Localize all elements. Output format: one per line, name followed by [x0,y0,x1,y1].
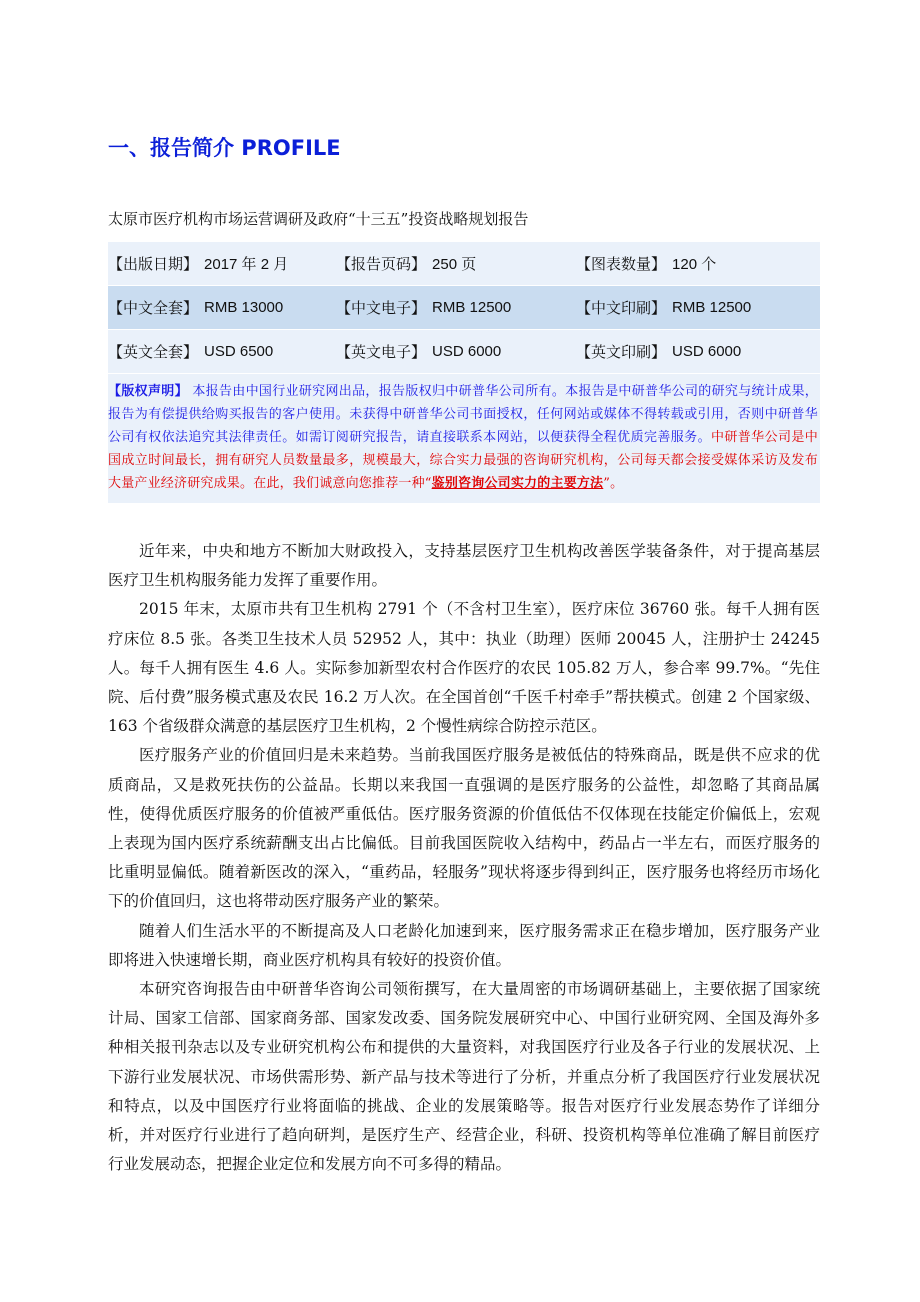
publish-date-value: 2017 年 2 月 [204,256,289,273]
report-title: 太原市医疗机构市场运营调研及政府“十三五”投资战略规划报告 [108,210,529,228]
chart-count-value: 120 个 [672,256,717,273]
en-print-price: USD 6000 [672,343,742,360]
report-info-table [108,242,820,503]
en-electronic-label: 【英文电子】 [336,343,427,361]
info-row-chinese-price [108,286,820,330]
copyright-text: 本报告由中国行业研究网出品，报告版权归中研普华公司所有。本报告是中研普华公司的研究与统计成果，报告为有偿提供给购买报告的客户使用。未获得中研普华公司书面授权，任何网站或媒体不得转载或引用，否则中研普华公司有权依法追究其法律责任。如需订阅研究报告，请直接联系本网站，以便获得全程优质完善服务。 [108,384,818,445]
section-heading: 一、报告简介 PROFILE [108,136,341,160]
company-intro: 中研普华公司是中国 [108,430,818,468]
chart-count-label: 【图表数量】 [576,255,667,273]
paragraph-1: 近年来，中央和地方不断加大财政投入，支持基层医疗卫生机构改善医学装备条件，对于提高基层医疗卫生机构服务能力发挥了重要作用。 [108,542,820,590]
cn-print-price: RMB 12500 [672,299,752,316]
en-full-price: USD 6500 [204,343,274,360]
copyright-closing: ”。 [603,476,624,491]
en-print-label: 【英文印刷】 [576,343,667,361]
page-count-value: 250 页 [432,256,477,273]
paragraph-2: 2015 年末，太原市共有卫生机构 2791 个（不含村卫生室），医疗床位 36760 张。每千人拥有医疗床位 8.5 张。各类卫生技术人员 52952 人，其中：执业（助理）医师 20045 人，注册护士 24245 人。每千人拥有医生 4.6 人。实际参加新型农村合作医疗的农民 105.82 万人，参合率 99.7%。“先住院、后付费”服务模式惠及农民 16.2 万人次。在全国首创“千医千村牵手”帮扶模式。创建 2 个国家级、163 个省级群众满意的基层医疗卫生机构，2 个慢性病综合防控示范区。 [108,600,820,736]
company-highlight: 成立时间最长，拥有研究人员数量最多，规模最大，综合实力最强 [121,453,510,468]
paragraph-4: 随着人们生活水平的不断提高及人口老龄化加速到来，医疗服务需求正在稳步增加，医疗服务产业即将进入快速增长期，商业医疗机构具有较好的投资价值。 [108,921,820,969]
en-electronic-price: USD 6000 [432,343,502,360]
paragraph-5: 本研究咨询报告由中研普华咨询公司领衔撰写，在大量周密的市场调研基础上，主要依据了国家统计局、国家工信部、国家商务部、国家发改委、国务院发展研究中心、中国行业研究网、全国及海外多种相关报刊杂志以及专业研究机构公布和提供的大量资料，对我国医疗行业及各子行业的发展状况、上下游行业发展状况、市场供需形势、新产品与技术等进行了分析，并重点分析了我国医疗行业发展状况和特点，以及中国医疗行业将面临的挑战、企业的发展策略等。报告对医疗行业发展态势作了详细分析，并对医疗行业进行了趋向研判，是医疗生产、经营企业，科研、投资机构等单位准确了解目前医疗行业发展动态，把握企业定位和发展方向不可多得的精品。 [108,980,820,1174]
en-full-label: 【英文全套】 [108,343,199,361]
copyright-label: 【版权声明】 [108,384,188,399]
cn-electronic-price: RMB 12500 [432,299,512,316]
info-row-publication [108,242,820,286]
cn-electronic-label: 【中文电子】 [336,299,427,317]
evaluation-method-link[interactable]: 鉴别咨询公司实力的主要方法 [431,476,604,491]
publish-date-label: 【出版日期】 [108,255,199,273]
info-row-english-price [108,330,820,374]
cn-full-price: RMB 13000 [204,299,284,316]
paragraph-3: 医疗服务产业的价值回归是未来趋势。当前我国医疗服务是被低估的特殊商品，既是供不应求的优质商品，又是救死扶伤的公益品。长期以来我国一直强调的是医疗服务的公益性，却忽略了其商品属性，使得优质医疗服务的价值被严重低估。医疗服务资源的价值低估不仅体现在技能定价偏低上，宏观上表现为国内医疗系统薪酬支出占比偏低。目前我国医院收入结构中，药品占一半左右，而医疗服务的比重明显偏低。随着新医改的深入，“重药品，轻服务”现状将逐步得到纠正，医疗服务也将经历市场化下的价值回归，这也将带动医疗服务产业的繁荣。 [108,746,820,911]
cn-full-label: 【中文全套】 [108,299,199,317]
report-body [108,537,820,1179]
cn-print-label: 【中文印刷】 [576,299,667,317]
company-intro-cont: 的咨询研究机构，公司每天都会接受媒体采访及发布大量产业经济研究成果。在此，我们诚意向您推荐一种“ [108,453,818,491]
copyright-notice [108,374,820,503]
page-count-label: 【报告页码】 [336,255,427,273]
